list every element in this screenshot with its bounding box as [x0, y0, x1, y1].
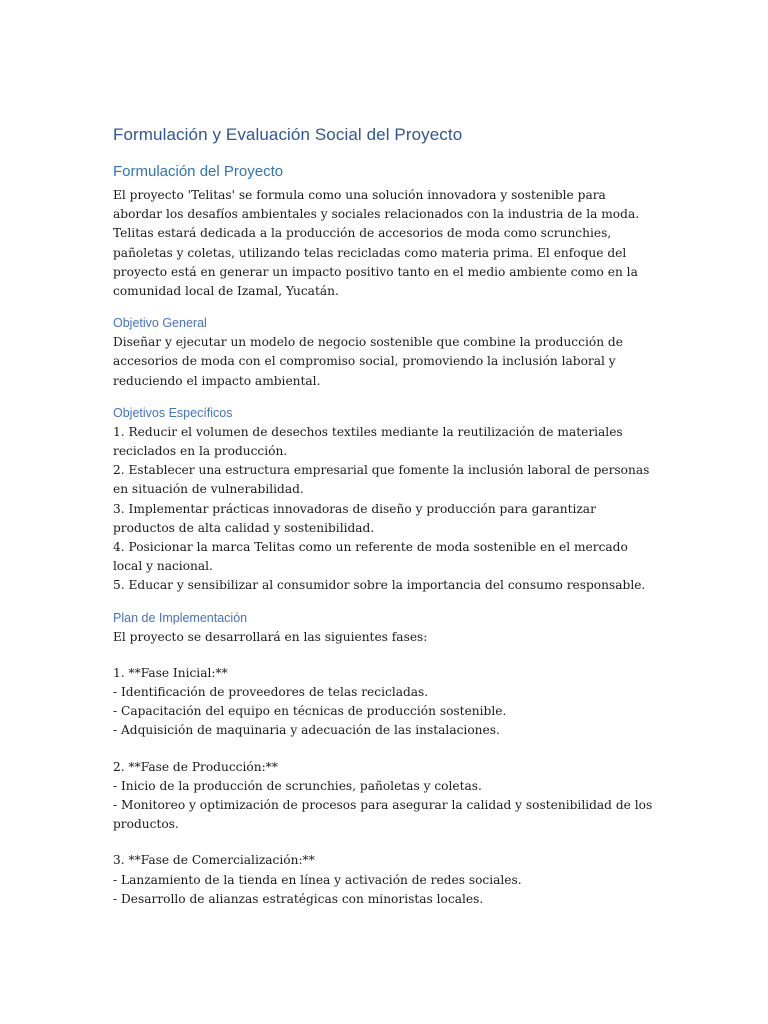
section-heading-objetivo-general: Objetivo General	[113, 316, 207, 331]
section-heading-formulacion: Formulación del Proyecto	[113, 163, 284, 180]
phase-title: 3. **Fase de Comercialización:**	[113, 853, 315, 868]
list-item: 2. Establecer una estructura empresarial que fomente la inclusión laboral de personas en situación de vulnerabilidad.	[113, 463, 650, 497]
phase-inicial	[113, 664, 658, 741]
list-item: - Lanzamiento de la tienda en línea y activación de redes sociales.	[113, 872, 522, 887]
document-title: Formulación y Evaluación Social del Proyecto	[113, 125, 463, 144]
list-item: 4. Posicionar la marca Telitas como un referente de moda sostenible en el mercado local y nacional.	[113, 540, 628, 574]
list-item: - Inicio de la producción de scrunchies, pañoletas y coletas.	[113, 778, 482, 793]
list-item: - Capacitación del equipo en técnicas de producción sostenible.	[113, 704, 507, 719]
list-item: - Monitoreo y optimización de procesos para asegurar la calidad y sostenibilidad de los productos.	[113, 798, 653, 832]
phase-produccion	[113, 758, 658, 835]
list-item: 3. Implementar prácticas innovadoras de diseño y producción para garantizar productos de alta calidad y sostenibilidad.	[113, 501, 596, 535]
formulacion-paragraph: El proyecto 'Telitas' se formula como una solución innovadora y sostenible para abordar los desafíos ambientales y sociales relacionados con la industria de la moda. Telitas estará dedicada a la producción de accesorios de moda como scrunchies, pañoletas y coletas, utilizando telas recicladas como materia prima. El enfoque del proyecto está en generar un impacto positivo tanto en el medio ambiente como en la comunidad local de Izamal, Yucatán.	[113, 188, 640, 299]
list-item: - Desarrollo de alianzas estratégicas con minoristas locales.	[113, 891, 484, 906]
list-item: - Identificación de proveedores de telas recicladas.	[113, 685, 429, 700]
objetivo-general-paragraph: Diseñar y ejecutar un modelo de negocio sostenible que combine la producción de accesorios de moda con el compromiso social, promoviendo la inclusión laboral y reduciendo el impacto ambiental.	[113, 335, 623, 388]
section-heading-plan: Plan de Implementación	[113, 610, 248, 625]
plan-intro: El proyecto se desarrollará en las siguientes fases:	[113, 629, 428, 644]
list-item: 1. Reducir el volumen de desechos textiles mediante la reutilización de materiales reciclados en la producción.	[113, 424, 623, 459]
list-item: 5. Educar y sensibilizar al consumidor sobre la importancia del consumo responsable.	[113, 578, 646, 593]
list-item: - Adquisición de maquinaria y adecuación de las instalaciones.	[113, 723, 500, 738]
objetivos-especificos-list	[113, 423, 658, 596]
phase-comercializacion	[113, 851, 658, 909]
phase-title: 2. **Fase de Producción:**	[113, 759, 278, 774]
phase-title: 1. **Fase Inicial:**	[113, 665, 228, 680]
section-heading-objetivos-especificos: Objetivos Específicos	[113, 405, 233, 420]
